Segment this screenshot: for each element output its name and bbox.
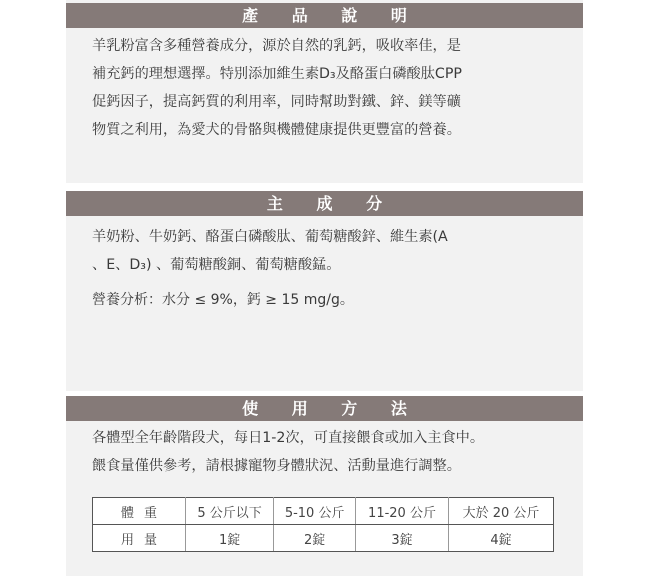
usage-heading: 使 用 方 法	[66, 396, 583, 421]
description-line: 補充鈣的理想選擇。特別添加維生素D₃及酪蛋白磷酸肽CPP	[92, 66, 462, 82]
description-line: 物質之利用，為愛犬的骨骼與機體健康提供更豐富的營養。	[92, 122, 461, 138]
weight-cell: 5 公斤以下	[186, 498, 274, 525]
ingredients-text	[92, 223, 562, 279]
usage-line: 各體型全年齡階段犬，每日1-2次，可直接餵食或加入主食中。	[92, 430, 485, 446]
nutrition-analysis: 營養分析：水分 ≤ 9%，鈣 ≥ 15 mg/g。	[92, 292, 354, 308]
description-text	[92, 32, 562, 144]
dose-row	[93, 525, 554, 552]
weight-cell: 大於 20 公斤	[449, 498, 554, 525]
dose-cell: 1錠	[186, 525, 274, 552]
description-heading: 產 品 說 明	[66, 3, 583, 28]
description-line: 促鈣因子，提高鈣質的利用率，同時幫助對鐵、鋅、鎂等礦	[92, 94, 461, 110]
usage-line: 餵食量僅供參考，請根據寵物身體狀況、活動量進行調整。	[92, 458, 461, 474]
ingredients-heading: 主 成 分	[66, 191, 583, 216]
ingredients-line: 、E、D₃) 、葡萄糖酸銅、葡萄糖酸錳。	[92, 257, 341, 273]
dose-cell: 2錠	[274, 525, 356, 552]
usage-text	[92, 424, 562, 480]
dose-header: 用量	[93, 525, 186, 552]
dose-cell: 3錠	[356, 525, 449, 552]
weight-cell: 11-20 公斤	[356, 498, 449, 525]
weight-header: 體重	[93, 498, 186, 525]
dose-cell: 4錠	[449, 525, 554, 552]
weight-row	[93, 498, 554, 525]
description-line: 羊乳粉富含多種營養成分，源於自然的乳鈣，吸收率佳，是	[92, 38, 461, 54]
ingredients-line: 羊奶粉、牛奶鈣、酪蛋白磷酸肽、葡萄糖酸鋅、維生素(A	[92, 229, 448, 245]
dosage-table	[92, 497, 554, 552]
weight-cell: 5-10 公斤	[274, 498, 356, 525]
